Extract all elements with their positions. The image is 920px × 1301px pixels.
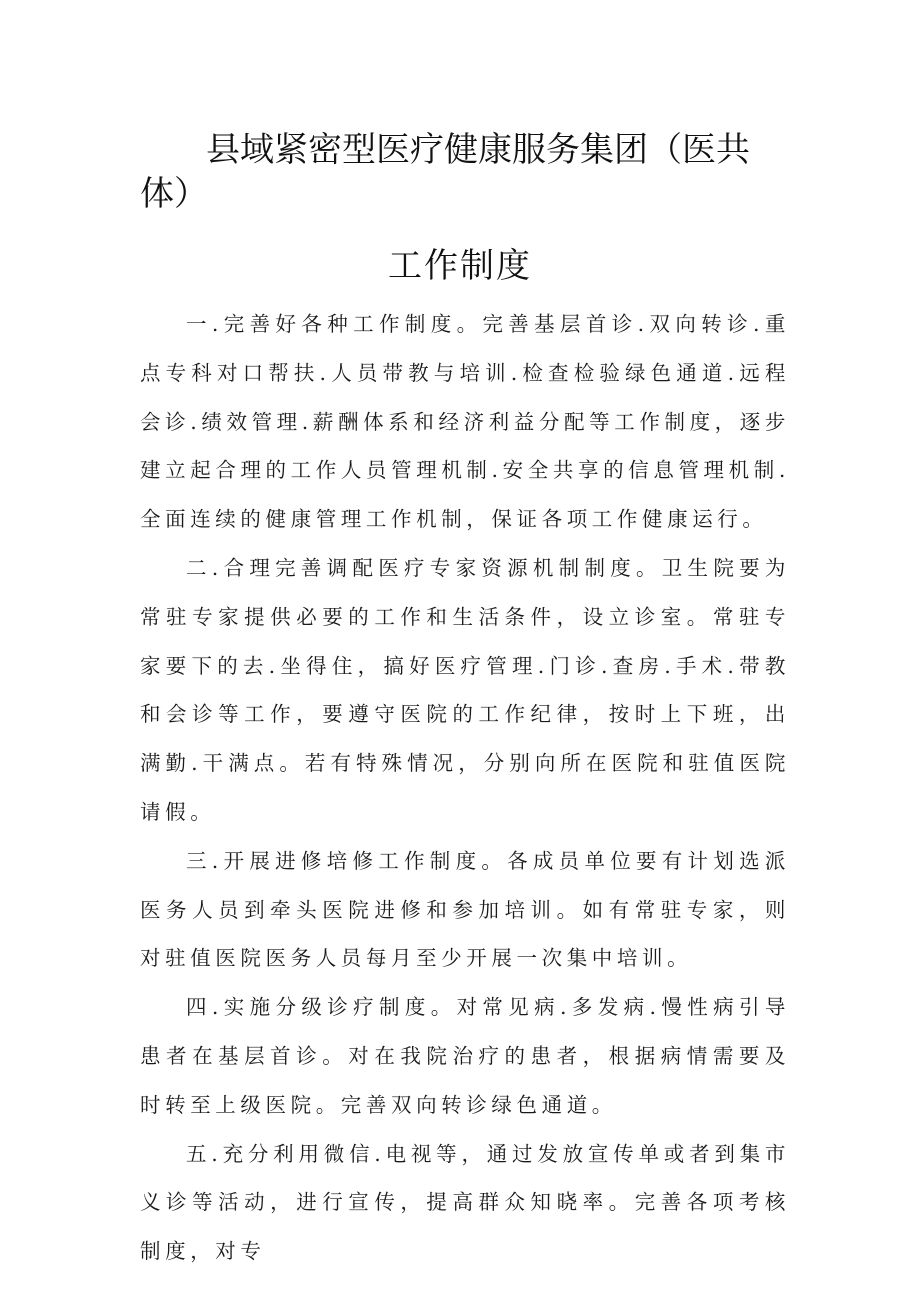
document-subtitle: 工作制度 xyxy=(388,246,532,286)
paragraph-4: 四.实施分级诊疗制度。对常见病.多发病.慢性病引导患者在基层首诊。对在我院治疗的患者，根据病情需要及时转至上级医院。完善双向转诊绿色通道。 xyxy=(140,995,790,1117)
paragraph-1: 一.完善好各种工作制度。完善基层首诊.双向转诊.重点专科对口帮扶.人员带教与培训.检查检验绿色通道.远程会诊.绩效管理.薪酬体系和经济利益分配等工作制度，逐步建立起合理的工作人员管理机制.安全共享的信息管理机制.全面连续的健康管理工作机制，保证各项工作健康运行。 xyxy=(140,312,790,532)
document-title: 县域紧密型医疗健康服务集团（医共体） xyxy=(140,130,750,214)
paragraph-2: 二.合理完善调配医疗专家资源机制制度。卫生院要为常驻专家提供必要的工作和生活条件，设立诊室。常驻专家要下的去.坐得住，搞好医疗管理.门诊.查房.手术.带教和会诊等工作，要遵守医院的工作纪律，按时上下班，出满勤.干满点。若有特殊情况，分别向所在医院和驻值医院请假。 xyxy=(140,555,790,824)
paragraph-3: 三.开展进修培修工作制度。各成员单位要有计划选派医务人员到牵头医院进修和参加培训。如有常驻专家，则对驻值医院医务人员每月至少开展一次集中培训。 xyxy=(140,848,790,971)
paragraph-5: 五.充分利用微信.电视等，通过发放宣传单或者到集市义诊等活动，进行宣传，提高群众知晓率。完善各项考核制度，对专 xyxy=(140,1141,790,1264)
document-body xyxy=(140,300,790,1276)
